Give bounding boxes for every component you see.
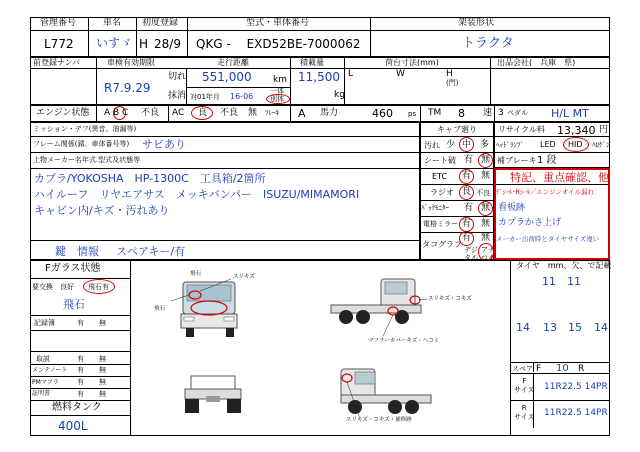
pm-no: 無 (99, 378, 106, 386)
body-line-2: ハイルーフ リヤエアサス メッキバンパー ISUZU/MIMAMORI (34, 188, 360, 201)
capacity-label: 積載量 (300, 58, 324, 67)
spare-label: スペア (512, 365, 533, 373)
ac-good: 良 (198, 108, 208, 118)
cert-no: 無 (99, 390, 106, 398)
fuel-label: 燃料タンク (52, 402, 102, 413)
glass-title: Fガラス状態 (45, 263, 101, 274)
etc-circle (459, 169, 474, 184)
frame-value: サビあり (142, 138, 186, 151)
cert-label: 証明書 (32, 390, 51, 397)
seat-circle (478, 153, 493, 168)
dims-label: 荷台寸法(mm) (385, 58, 439, 67)
inspect-note1: 一体 (270, 87, 284, 95)
fuel-value: 400L (58, 419, 88, 433)
shodo-value: 28/9 (154, 37, 181, 51)
body-line-1: カプラ/YOKOSHA HP-1300C 工具箱/2箇所 (34, 172, 266, 185)
inspect-note2: 別体 (270, 95, 284, 103)
pm-label: PMマフラ (32, 379, 59, 386)
headlamp-hid-circle (563, 137, 589, 152)
key-label: 鍵 情報 (55, 245, 99, 258)
tacho-analog: アナ ログ (481, 246, 495, 262)
body-maker-label: 上物メーカー名年式.型式及状態等 (33, 156, 141, 164)
glass-swap: 要交換 (32, 283, 53, 291)
backmon-label: ﾊﾞｯｸﾓﾆﾀｰ (421, 204, 449, 212)
tm-value: 8 (458, 107, 465, 120)
mileage-unit: km (273, 75, 287, 85)
seat-label: シート破 (424, 156, 456, 165)
manual-no: 無 (99, 355, 106, 363)
radio-circle (459, 185, 474, 200)
tire-rear-4: 14 (594, 321, 608, 334)
damage-diagram (131, 261, 509, 435)
maker-label: 車名 (103, 18, 122, 28)
etc-yes: 有 (462, 171, 472, 181)
engine-fuka: 不良 (141, 108, 160, 118)
remark-4: メーカー出荷時とタイヤサイズ違い (496, 235, 600, 243)
headlamp-led: LED (540, 140, 556, 149)
truck-side-view-lower (341, 369, 431, 414)
tire-rear-3: 15 (568, 321, 582, 334)
remark-1: ﾃﾞｼｰﾙ･Rｼｰﾙ／エンジンオイル漏れ (496, 188, 595, 196)
mirror-circle (459, 217, 474, 232)
engine-label: エンジン状態 (36, 108, 90, 118)
tire-rear-2: 13 (543, 321, 557, 334)
dim-l: L (348, 69, 354, 79)
radio-label: ラジオ (430, 188, 454, 197)
body-type-label: 架装形状 (458, 18, 495, 28)
betsutai-circle (266, 94, 290, 104)
ac-good-circle (191, 106, 213, 120)
tire-front-2: 11 (567, 275, 581, 288)
pm-yes: 有 (77, 378, 84, 386)
maker-value: いすゞ (96, 36, 133, 50)
inspect-value: 16-06 (230, 92, 254, 101)
spare-r: R (578, 364, 585, 374)
cert-yes: 有 (77, 390, 84, 398)
headlamp-label: ﾍｯﾄﾞﾗﾝﾌﾟ (496, 141, 524, 149)
backmon-circle (478, 201, 493, 216)
manual-yes: 有 (77, 355, 84, 363)
key-value: スペアキー/有 (116, 245, 186, 258)
maint-yes: 有 (77, 366, 84, 374)
frame-label: フレーム関係(錆、車体番号等) (33, 140, 130, 148)
pedal-num: 3 (498, 108, 504, 118)
ac-none: 無 (248, 108, 258, 118)
expiry-label: 車検有効期限 (107, 58, 155, 67)
body-type-value: トラクタ (462, 36, 514, 51)
etc-no: 無 (481, 171, 491, 181)
mileage-value: 551,000 (202, 70, 252, 84)
mirror-no: 無 (481, 219, 491, 229)
tacho-no: 無 (481, 233, 491, 243)
diag-label-b1: スリキズ・コキズ (428, 296, 472, 302)
kanri-value: L772 (44, 37, 74, 51)
remarks-title: 特記、重点確認、他 (510, 171, 609, 184)
pedal-value: H/L MT (551, 107, 589, 120)
massho-label: 抹消 (168, 91, 187, 101)
dirt-opt-1: 少 (446, 140, 456, 150)
cab-label: キャブ廻り (437, 125, 477, 134)
recycle-unit: 円 (599, 125, 609, 135)
backmon-yes: 有 (464, 203, 474, 213)
diag-label-a3: 飛石 (154, 306, 166, 312)
recycle-label: リサイクル料 (498, 125, 545, 134)
mirror-label: 電格ミラー (423, 220, 458, 228)
glass-chip-circle (83, 279, 115, 294)
seat-no: 無 (481, 155, 491, 165)
tire-rear-1: 14 (516, 321, 530, 334)
inspect-era: 対01年月 (190, 93, 220, 101)
model-value: QKG - EXD52BE-7000062 (196, 37, 361, 51)
tacho-label: タコグラフ (422, 240, 462, 249)
spare-f: F (536, 364, 542, 374)
dirt-label: 汚れ (424, 141, 440, 150)
brake-label: ﾌﾚｰｷ (265, 109, 279, 117)
capacity-unit: kg (334, 90, 345, 100)
remark-2: 看板跡 (498, 203, 526, 213)
radio-good: 良 (462, 187, 472, 197)
model-label: 型式・車体番号 (246, 18, 310, 28)
mileage-label: 走行距離 (217, 58, 249, 67)
tire-front-1: 11 (542, 275, 556, 288)
record-label: 記録簿 (34, 319, 55, 327)
plate-label: 前登録ナンバ (33, 58, 81, 67)
diag-label-a1: 飛石 (190, 271, 202, 277)
record-yes: 有 (77, 319, 84, 327)
mirror-yes: 有 (462, 219, 472, 229)
r-size-label: R サイズ (514, 404, 535, 421)
f-size: 11R22.5 14PR (544, 382, 608, 392)
diag-label-b2: マフラーカバーキズ・ヘコミ (368, 338, 440, 344)
truck-rear-view (185, 376, 241, 413)
body-line-3: キャビン内/キズ・汚れあり (34, 204, 170, 217)
shodo-era: H (139, 37, 149, 51)
glass-value: 飛石 (63, 298, 85, 311)
manual-label: 取説 (36, 355, 50, 363)
dirt-circle (459, 137, 474, 152)
headlamp-hid: HID (568, 140, 583, 149)
hp-label: 馬力 (320, 108, 339, 118)
f-size-label: F サイズ (514, 377, 535, 394)
glass-chip: 飛石有 (88, 283, 109, 291)
hp-unit: ps (408, 110, 417, 118)
etc-label: ETC (432, 172, 448, 181)
dim-h: H (446, 69, 453, 79)
kire-label: 切れ (168, 72, 187, 82)
truck-diagram-svg (131, 261, 509, 435)
dim-w: W (396, 69, 405, 79)
seat-yes: 有 (464, 155, 474, 165)
ac-bad: 不良 (220, 108, 239, 118)
shodo-label: 初度登録 (142, 18, 179, 28)
dirt-opt-2: 中 (462, 140, 472, 150)
brake-value: A (298, 107, 306, 120)
tacho-yes: 有 (462, 233, 472, 243)
diag-label-c1: スリキズ・コキズ・補修跡 (346, 417, 412, 423)
tacho-analog-circle (478, 243, 494, 261)
capacity-value: 11,500 (298, 70, 340, 84)
dirt-opt-3: 多 (480, 140, 490, 150)
truck-front-view (181, 282, 237, 337)
recycle-value: 13,340 (557, 124, 596, 137)
tire-title: タイヤ mm、欠、で記載 (516, 261, 612, 270)
ac-label: AC (172, 108, 185, 118)
engine-b-circle (113, 106, 126, 120)
record-no: 無 (99, 319, 106, 327)
diag-label-a2: スリキズ (233, 274, 255, 280)
tacho-digital: デジ タル (464, 246, 478, 262)
remark-3: カプラかさ上げ (498, 218, 562, 228)
truck-side-view-upper (331, 279, 421, 324)
maint-label: メンテノート (32, 367, 68, 374)
glass-good: 良好 (60, 283, 74, 291)
hp-value: 460 (372, 107, 393, 120)
seller-label: 出品会社( 兵庫 県) (497, 58, 576, 67)
r-size: 11R22.5 14PR (544, 408, 608, 418)
expiry-value: R7.9.29 (104, 81, 151, 95)
pedal-label: ペダル (507, 109, 528, 117)
dim-h-sub: (門) (446, 79, 459, 87)
radio-bad: 不良 (476, 189, 490, 197)
aux-brake-label: 補ブレーキ (497, 156, 537, 165)
mission-label: ミッション・デフ(異音、油漏等) (33, 125, 137, 133)
tm-label: TM (428, 108, 442, 118)
engine-abc: A B C (104, 108, 129, 118)
maint-no: 無 (99, 366, 106, 374)
backmon-no: 無 (481, 203, 491, 213)
spare-value: 10 (556, 363, 569, 374)
tm-unit: 速 (483, 108, 493, 118)
kanri-label: 管理番号 (40, 18, 77, 28)
aux-brake-value: 1 段 (537, 155, 557, 166)
headlamp-halogen: ﾊﾛｹﾞﾝ (592, 141, 610, 149)
